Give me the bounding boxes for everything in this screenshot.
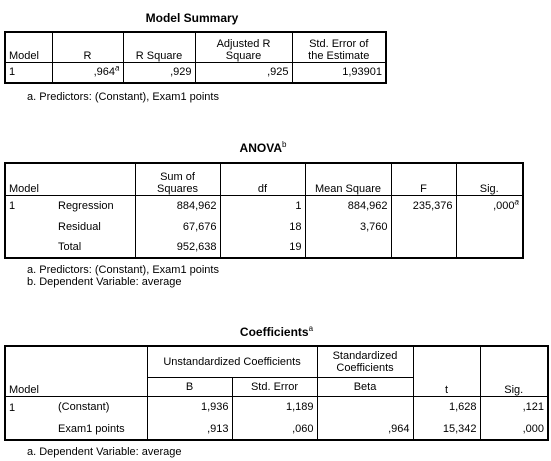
header-adjusted-r-square-line1: Adjusted R: [216, 37, 271, 50]
adjusted-r-square-value: ,925: [195, 62, 292, 83]
sig-total: [456, 237, 523, 258]
header-adjusted-r-square: [195, 32, 292, 62]
header-t: t: [413, 346, 480, 396]
header-std-error: [292, 32, 386, 62]
se-exam1-points: ,060: [232, 418, 317, 440]
anova-footnote-a: a. Predictors: (Constant), Exam1 points: [27, 264, 219, 276]
row-label-constant: (Constant): [58, 401, 110, 414]
model-summary-header-row: [5, 32, 386, 62]
header-standardized-line1: Standardized: [332, 349, 398, 362]
model-summary-footnote: a. Predictors: (Constant), Exam1 points: [27, 91, 219, 103]
coefficients-footnote: a. Dependent Variable: average: [27, 446, 182, 458]
table-row: [5, 237, 523, 258]
beta-exam1-points: ,964: [317, 418, 413, 440]
df-residual: 18: [220, 216, 305, 237]
header-df: df: [220, 163, 305, 195]
f-residual: [391, 216, 456, 237]
df-regression: 1: [220, 195, 305, 216]
header-std-error-line2: the Estimate: [308, 49, 370, 62]
table-row: [5, 195, 523, 216]
table-row: [5, 396, 548, 418]
header-standardized-coefficients: [317, 346, 413, 377]
coefficients-header-row-1: [5, 346, 548, 377]
header-b: B: [147, 377, 232, 396]
row-label-regression: Regression: [58, 199, 114, 212]
anova-footnote-b: b. Dependent Variable: average: [27, 276, 182, 288]
sig-residual: [456, 216, 523, 237]
r-square-value: ,929: [123, 62, 195, 83]
header-std-error: Std. Error: [232, 377, 317, 396]
table-row: [5, 216, 523, 237]
row-label-exam1-points: Exam1 points: [55, 418, 147, 440]
row-label-residual: Residual: [58, 220, 101, 233]
ss-regression: 884,962: [135, 195, 220, 216]
header-model: Model: [5, 32, 52, 62]
anova-table: [4, 162, 524, 259]
row-label-total: Total: [55, 237, 135, 258]
header-adjusted-r-square-line2: Square: [225, 49, 262, 62]
header-model: Model: [5, 163, 135, 195]
sig-constant: ,121: [480, 396, 548, 418]
model-summary-table: [4, 31, 387, 84]
std-error-value: 1,93901: [292, 62, 386, 83]
model-number: 1: [5, 62, 52, 83]
header-sum-of-squares: [135, 163, 220, 195]
table-row: [5, 418, 548, 440]
se-constant: 1,189: [232, 396, 317, 418]
header-f: F: [391, 163, 456, 195]
b-constant: 1,936: [147, 396, 232, 418]
coefficients-table: [4, 345, 549, 441]
header-r-square: R Square: [123, 32, 195, 62]
header-model: Model: [5, 346, 147, 396]
sig-regression: ,000$^a$: [456, 195, 523, 216]
anova-title: ANOVA$^b$: [239, 140, 287, 155]
coefficients-title: Coefficients$^a$: [239, 324, 314, 339]
ms-total: [305, 237, 391, 258]
ms-regression: 884,962: [305, 195, 391, 216]
ms-residual: 3,760: [305, 216, 391, 237]
ss-total: 952,638: [135, 237, 220, 258]
header-r: R: [52, 32, 123, 62]
r-value: ,964$^a$: [52, 62, 123, 83]
header-standardized-line2: Coefficients: [336, 361, 394, 374]
header-sum-of-squares-line1: Sum of: [160, 170, 195, 183]
ss-residual: 67,676: [135, 216, 220, 237]
t-exam1-points: 15,342: [413, 418, 480, 440]
header-beta: Beta: [317, 377, 413, 396]
model-summary-title: Model Summary: [145, 11, 239, 25]
header-sig: Sig.: [456, 163, 523, 195]
b-exam1-points: ,913: [147, 418, 232, 440]
model-number: 1: [5, 195, 55, 258]
table-row: [5, 62, 386, 83]
header-std-error-line1: Std. Error of: [309, 37, 369, 50]
f-regression: 235,376: [391, 195, 456, 216]
model-number: 1: [5, 396, 55, 440]
f-total: [391, 237, 456, 258]
anova-header-row: [5, 163, 523, 195]
beta-constant: [317, 396, 413, 418]
header-unstandardized-coefficients: Unstandardized Coefficients: [147, 346, 317, 377]
sig-exam1-points: ,000: [480, 418, 548, 440]
header-mean-square: Mean Square: [305, 163, 391, 195]
df-total: 19: [220, 237, 305, 258]
header-sum-of-squares-line2: Squares: [157, 182, 198, 195]
t-constant: 1,628: [413, 396, 480, 418]
header-sig: Sig.: [480, 346, 548, 396]
